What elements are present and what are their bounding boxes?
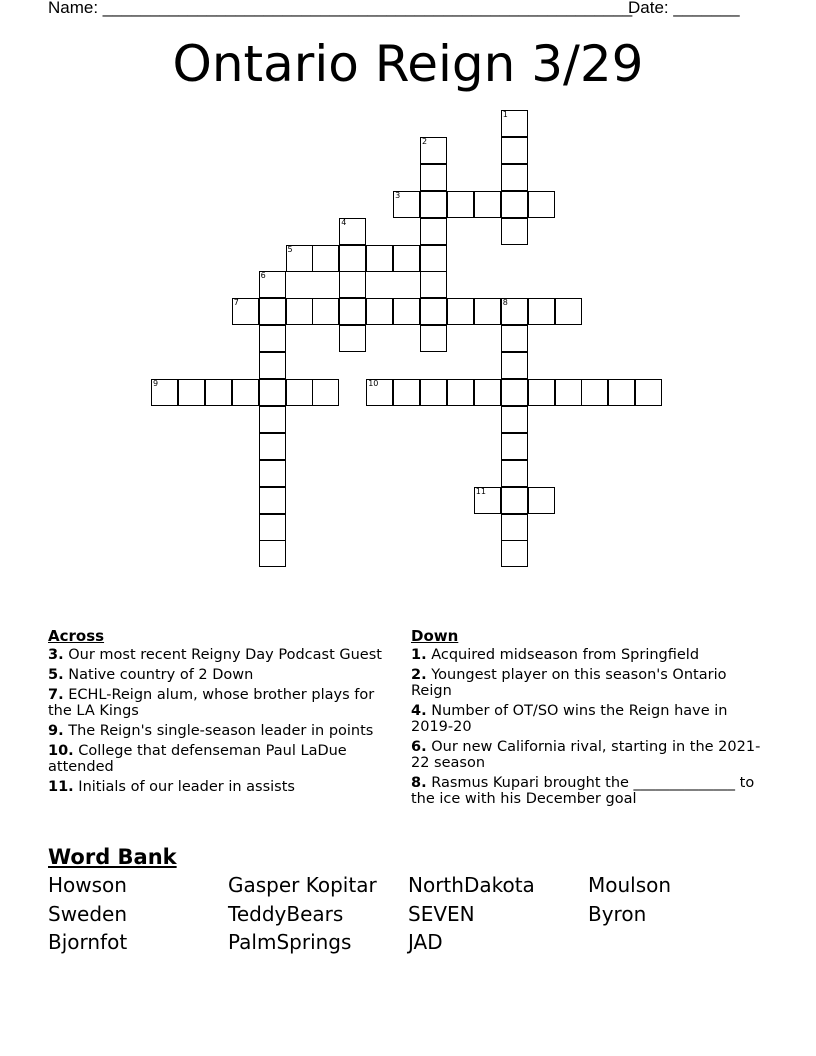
grid-cell[interactable] <box>205 379 232 406</box>
word-bank-item: JAD <box>408 930 443 954</box>
clue-item: 7. ECHL-Reign alum, whose brother plays for the LA Kings <box>48 687 375 719</box>
grid-cell[interactable] <box>501 191 528 218</box>
grid-cell[interactable] <box>501 164 528 191</box>
grid-cell[interactable] <box>501 325 528 352</box>
clue-number: 8 <box>502 298 508 308</box>
grid-cell[interactable] <box>259 487 286 514</box>
word-bank-item: Byron <box>588 901 647 926</box>
word-bank-heading: Word Bank <box>48 845 177 869</box>
grid-cell[interactable] <box>501 110 528 137</box>
grid-cell[interactable] <box>259 406 286 433</box>
grid-cell[interactable] <box>474 379 501 406</box>
grid-cell[interactable] <box>339 325 366 352</box>
grid-cell[interactable] <box>259 379 286 406</box>
word-bank-item: SEVEN <box>408 901 475 926</box>
grid-cell[interactable] <box>259 271 286 298</box>
grid-cell[interactable] <box>420 164 447 191</box>
clue-number: 7 <box>233 298 239 308</box>
grid-cell[interactable] <box>286 379 313 406</box>
clue-item: 1. Acquired midseason from Springfield <box>411 647 700 663</box>
clue-number: 6 <box>260 271 266 281</box>
grid-cell[interactable] <box>420 245 447 272</box>
grid-cell[interactable] <box>259 460 286 487</box>
clue-item: 3. Our most recent Reigny Day Podcast Guest <box>48 647 382 663</box>
grid-cell[interactable] <box>339 271 366 298</box>
grid-cell[interactable] <box>474 191 501 218</box>
word-bank-item: NorthDakota <box>408 873 535 897</box>
grid-cell[interactable] <box>501 218 528 245</box>
grid-cell[interactable] <box>366 245 393 272</box>
clue-item: 9. The Reign's single-season leader in points <box>48 723 374 739</box>
clue-number: 10 <box>368 379 379 388</box>
page-title: Ontario Reign 3/29 <box>172 35 644 93</box>
grid-cell[interactable] <box>447 298 474 325</box>
grid-cell[interactable] <box>393 245 420 272</box>
grid-cell[interactable] <box>447 191 474 218</box>
grid-cell[interactable] <box>312 379 339 406</box>
grid-cell[interactable] <box>420 325 447 352</box>
grid-cell[interactable] <box>178 379 205 406</box>
grid-cell[interactable] <box>232 298 259 325</box>
clue-number: 3 <box>395 190 401 200</box>
clue-item: 11. Initials of our leader in assists <box>48 779 295 795</box>
grid-cell[interactable] <box>286 245 313 272</box>
grid-cell[interactable] <box>420 218 447 245</box>
grid-cell[interactable] <box>420 379 447 406</box>
grid-cell[interactable] <box>501 540 528 567</box>
grid-cell[interactable] <box>151 379 178 406</box>
grid-cell[interactable] <box>501 137 528 164</box>
grid-cell[interactable] <box>528 191 555 218</box>
grid-cell[interactable] <box>286 298 313 325</box>
down-clues <box>411 628 771 811</box>
name-field-label: Name: ________________________________________________________ <box>48 0 633 17</box>
grid-cell[interactable] <box>581 379 608 406</box>
date-field-label: Date: _______ <box>628 0 740 17</box>
clue-number: 5 <box>287 244 293 254</box>
grid-cell[interactable] <box>259 352 286 379</box>
grid-cell[interactable] <box>528 298 555 325</box>
grid-cell[interactable] <box>501 406 528 433</box>
grid-cell[interactable] <box>393 298 420 325</box>
word-bank <box>48 873 768 959</box>
clue-item: 6. Our new California rival, starting in the 2021-22 season <box>411 739 761 771</box>
grid-cell[interactable] <box>420 271 447 298</box>
grid-cell[interactable] <box>393 191 420 218</box>
grid-cell[interactable] <box>259 433 286 460</box>
grid-cell[interactable] <box>447 379 474 406</box>
grid-cell[interactable] <box>393 379 420 406</box>
grid-cell[interactable] <box>312 298 339 325</box>
grid-cell[interactable] <box>528 487 555 514</box>
grid-cell[interactable] <box>232 379 259 406</box>
word-bank-item: Sweden <box>48 901 128 926</box>
grid-cell[interactable] <box>366 379 393 406</box>
clue-item: 10. College that defenseman Paul LaDue attended <box>48 743 347 775</box>
grid-cell[interactable] <box>501 514 528 541</box>
grid-cell[interactable] <box>259 514 286 541</box>
grid-cell[interactable] <box>420 298 447 325</box>
clue-number: 4 <box>341 217 347 227</box>
down-heading: Down <box>411 627 459 645</box>
clue-item: 8. Rasmus Kupari brought the ______________ to the ice with his December goal <box>411 775 755 807</box>
grid-cell[interactable] <box>501 379 528 406</box>
grid-cell[interactable] <box>635 379 662 406</box>
grid-cell[interactable] <box>339 298 366 325</box>
grid-cell[interactable] <box>501 352 528 379</box>
word-bank-item: Bjornfot <box>48 930 128 954</box>
grid-cell[interactable] <box>501 298 528 325</box>
clue-number: 9 <box>153 379 159 388</box>
grid-cell[interactable] <box>501 487 528 514</box>
grid-cell[interactable] <box>474 487 501 514</box>
across-clues <box>48 628 398 799</box>
grid-cell[interactable] <box>501 433 528 460</box>
across-heading: Across <box>48 627 105 645</box>
grid-cell[interactable] <box>608 379 635 406</box>
clue-number: 1 <box>502 110 508 119</box>
grid-cell[interactable] <box>366 298 393 325</box>
grid-cell[interactable] <box>528 379 555 406</box>
grid-cell[interactable] <box>474 298 501 325</box>
grid-cell[interactable] <box>555 298 582 325</box>
word-bank-item: PalmSprings <box>228 930 352 954</box>
grid-cell[interactable] <box>501 460 528 487</box>
clue-number: 11 <box>475 486 486 496</box>
grid-cell[interactable] <box>259 298 286 325</box>
grid-cell[interactable] <box>312 245 339 272</box>
word-bank-item: Moulson <box>588 873 672 897</box>
word-bank-item: Howson <box>48 873 127 897</box>
clue-item: 2. Youngest player on this season's Ontario Reign <box>411 667 727 699</box>
grid-cell[interactable] <box>555 379 582 406</box>
grid-cell[interactable] <box>339 218 366 245</box>
word-bank-item: TeddyBears <box>228 901 344 926</box>
grid-cell[interactable] <box>420 137 447 164</box>
clue-item: 5. Native country of 2 Down <box>48 667 254 683</box>
clue-number: 2 <box>422 136 428 146</box>
grid-cell[interactable] <box>339 245 366 272</box>
word-bank-item: Gasper Kopitar <box>228 873 377 897</box>
clue-item: 4. Number of OT/SO wins the Reign have in 2019-20 <box>411 703 728 735</box>
grid-cell[interactable] <box>259 325 286 352</box>
grid-cell[interactable] <box>259 540 286 567</box>
grid-cell[interactable] <box>420 191 447 218</box>
